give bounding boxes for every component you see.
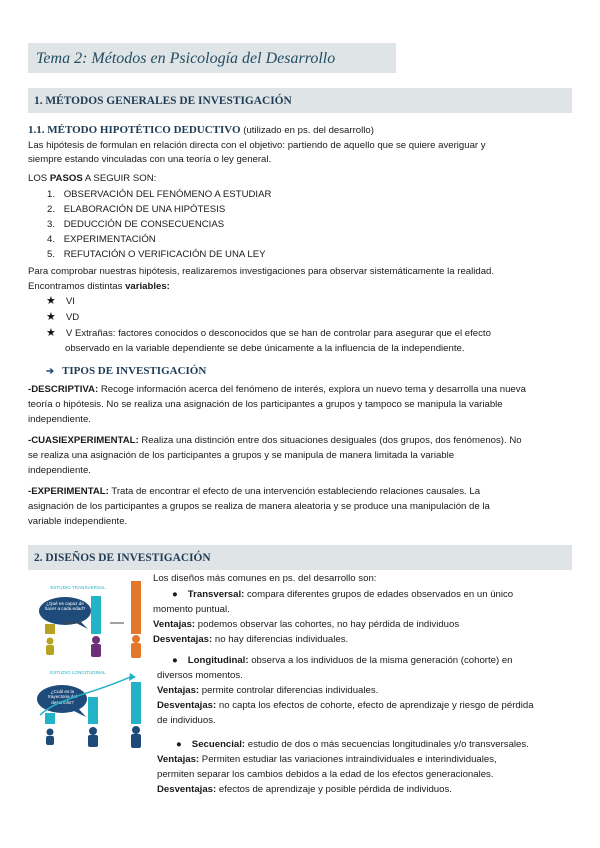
- tipos-heading: [46, 365, 206, 378]
- descriptiva-text: Recoge información acerca del fenómeno de interés, explora un nuevo tema y desarrolla una nueva: [98, 384, 526, 395]
- variables-intro: [28, 280, 170, 293]
- person-icon: [131, 635, 141, 658]
- desventajas-text: no hay diferencias individuales.: [212, 634, 349, 645]
- research-designs-illustration: [30, 577, 148, 812]
- method-heading: [28, 124, 374, 137]
- var-text: V Extrañas: factores conocidos o desconocidos que se han de controlar para asegurar que el efecto: [65, 328, 491, 339]
- longitudinal-desventajas: [157, 699, 534, 712]
- person-icon: [46, 638, 54, 656]
- bar-middle: [91, 596, 101, 634]
- method-note: (utilizado en ps. del desarrollo): [240, 125, 374, 136]
- secuencial-desventajas: [157, 783, 452, 796]
- var-ve-cont: observado en la variable dependiente se debe únicamente a la influencia de la independiente.: [65, 343, 465, 354]
- longitudinal-ventajas: [157, 684, 378, 697]
- secuencial-label: Secuencial:: [191, 739, 246, 750]
- step-number: 3.: [47, 219, 56, 230]
- descriptiva-line-1: [28, 383, 526, 396]
- step-number: 2.: [47, 204, 56, 215]
- transversal-ventajas: [153, 618, 459, 631]
- person-icon: [88, 727, 98, 747]
- desventajas-text: no capta los efectos de cohorte, efecto de aprendizaje y riesgo de pérdida: [216, 700, 534, 711]
- bullet-icon: ●: [172, 589, 178, 600]
- bar-long-1: [45, 713, 55, 724]
- arrow-right-icon: ➔: [46, 366, 55, 377]
- longitudinal-caption: ESTUDIO LONGITUDINAL: [50, 670, 106, 675]
- transversal-label: Transversal:: [187, 589, 245, 600]
- transversal-desventajas: [153, 633, 348, 646]
- bar-young: [45, 624, 55, 634]
- steps-intro: [28, 172, 156, 185]
- top-bubble-text-box: [42, 601, 88, 623]
- steps-intro-bold: PASOS: [49, 173, 83, 184]
- descriptiva-line-2: teoría o hipótesis. No se realiza una asignación de los participantes a grupos y tampoco se manipula la variable: [28, 399, 503, 410]
- longitudinal-line-2: diversos momentos.: [157, 670, 243, 681]
- secuencial-ventajas-2: permiten separar los cambios debidos a la edad de los efectos generacionales.: [157, 769, 494, 780]
- experimental-line-2: asignación de los participantes a grupos se realiza de manera aleatoria y se produce una manipulación de la: [28, 501, 490, 512]
- experimental-label: -EXPERIMENTAL:: [28, 486, 109, 497]
- desventajas-label: Desventajas:: [157, 784, 217, 795]
- step-text: OBSERVACIÓN DEL FENÓMENO A ESTUDIAR: [63, 189, 272, 200]
- variables-pre: Encontramos distintas: [28, 281, 126, 292]
- star-icon: ★: [46, 311, 56, 323]
- ventajas-text: podemos observar las cohortes, no hay pérdida de individuos: [195, 619, 460, 630]
- variables-bold: variables:: [125, 281, 170, 292]
- ventajas-text: Permiten estudiar las variaciones intraindividuales e interindividuales,: [199, 754, 497, 765]
- bar-long-2: [88, 697, 98, 724]
- arrow-head-icon: [129, 673, 136, 681]
- tipos-title: TIPOS DE INVESTIGACIÓN: [62, 365, 207, 377]
- person-icon: [46, 729, 54, 746]
- intro-line-1: Las hipótesis de formulan en relación directa con el objetivo: partiendo de aquello que se quiere averiguar y: [28, 140, 486, 151]
- person-icon: [131, 726, 141, 748]
- bullet-icon: ●: [176, 739, 182, 750]
- secuencial-text: estudio de dos o más secuencias longitudinales y/o transversales.: [245, 739, 529, 750]
- ventajas-label: Ventajas:: [157, 754, 200, 765]
- cuasi-label: -CUASIEXPERIMENTAL:: [28, 435, 139, 446]
- transversal-line-2: momento puntual.: [153, 604, 230, 615]
- transversal-caption: ESTUDIO TRANSVERSAL: [50, 585, 106, 590]
- bottom-bubble-text: ¿Cuál es la trayectoria del desarrollo?: [48, 689, 77, 705]
- step-number: 4.: [47, 234, 56, 245]
- desventajas-text: efectos de aprendizaje y posible pérdida de individuos.: [216, 784, 452, 795]
- page-title: Tema 2: Métodos en Psicología del Desarrollo: [36, 50, 336, 67]
- bottom-bubble-text-box: [40, 689, 85, 711]
- star-icon: ★: [46, 295, 56, 307]
- descriptiva-line-3: independiente.: [28, 414, 91, 425]
- ventajas-text: permite controlar diferencias individuales.: [199, 685, 379, 696]
- step-text: ELABORACIÓN DE UNA HIPÓTESIS: [63, 204, 226, 215]
- experimental-line-1: [28, 485, 480, 498]
- ventajas-label: Ventajas:: [153, 619, 196, 630]
- transversal-text: compara diferentes grupos de edades observados en un único: [244, 589, 514, 600]
- method-title: 1.1. MÉTODO HIPOTÉTICO DEDUCTIVO: [28, 124, 241, 136]
- desventajas-label: Desventajas:: [153, 634, 213, 645]
- steps-intro-post: A SEGUIR SON:: [82, 173, 157, 184]
- var-text: VI: [65, 296, 75, 307]
- var-vi: [46, 295, 75, 308]
- step-3: [47, 218, 224, 231]
- intro-line-2: siempre estando vinculadas con una teoría o ley general.: [28, 154, 272, 165]
- bullet-icon: ●: [172, 655, 178, 666]
- secuencial-ventajas: [157, 753, 497, 766]
- bar-old: [131, 581, 141, 634]
- longitudinal-label: Longitudinal:: [187, 655, 249, 666]
- star-icon: ★: [46, 327, 56, 339]
- cuasi-text: Realiza una distinción entre dos situaciones desiguales (dos grupos, dos fenómenos). No: [138, 435, 522, 446]
- step-2: [47, 203, 225, 216]
- longitudinal-text: observa a los individuos de la misma generación (cohorte) en: [248, 655, 513, 666]
- steps-intro-pre: LOS: [28, 173, 50, 184]
- comprobar-text: Para comprobar nuestras hipótesis, realizaremos investigaciones para observar sistemáticamente la realidad.: [28, 266, 495, 277]
- person-icon: [91, 636, 101, 657]
- transversal-line-1: [172, 588, 513, 601]
- longitudinal-desventajas-2: de individuos.: [157, 715, 216, 726]
- longitudinal-line-1: [172, 654, 513, 667]
- ventajas-label: Ventajas:: [157, 685, 200, 696]
- cuasi-line-3: independiente.: [28, 465, 91, 476]
- descriptiva-label: -DESCRIPTIVA:: [28, 384, 99, 395]
- bar-long-3: [131, 682, 141, 724]
- cuasi-line-1: [28, 434, 522, 447]
- experimental-line-3: variable independiente.: [28, 516, 128, 527]
- desventajas-label: Desventajas:: [157, 700, 217, 711]
- step-5: [47, 248, 266, 261]
- step-1: [47, 188, 271, 201]
- step-4: [47, 233, 156, 246]
- step-text: EXPERIMENTACIÓN: [63, 234, 156, 245]
- step-text: DEDUCCIÓN DE CONSECUENCIAS: [63, 219, 225, 230]
- step-number: 1.: [47, 189, 56, 200]
- var-vd: [46, 311, 79, 324]
- cuasi-line-2: se realiza una asignación de los participantes a grupos y se manipula de manera limitada la variable: [28, 450, 455, 461]
- top-bubble-text: ¿Qué es capaz de hacer a cada edad?: [44, 601, 86, 612]
- var-text: VD: [65, 312, 80, 323]
- var-ve: [46, 327, 491, 340]
- designs-intro: Los diseños más comunes en ps. del desarrollo son:: [153, 573, 377, 584]
- step-text: REFUTACIÓN O VERIFICACIÓN DE UNA LEY: [63, 249, 266, 260]
- experimental-text: Trata de encontrar el efecto de una intervención estableciendo relaciones causales. La: [108, 486, 481, 497]
- section-1-heading: 1. MÉTODOS GENERALES DE INVESTIGACIÓN: [34, 95, 292, 107]
- section-2-heading: 2. DISEÑOS DE INVESTIGACIÓN: [34, 552, 211, 564]
- secuencial-line-1: [176, 738, 529, 751]
- step-number: 5.: [47, 249, 56, 260]
